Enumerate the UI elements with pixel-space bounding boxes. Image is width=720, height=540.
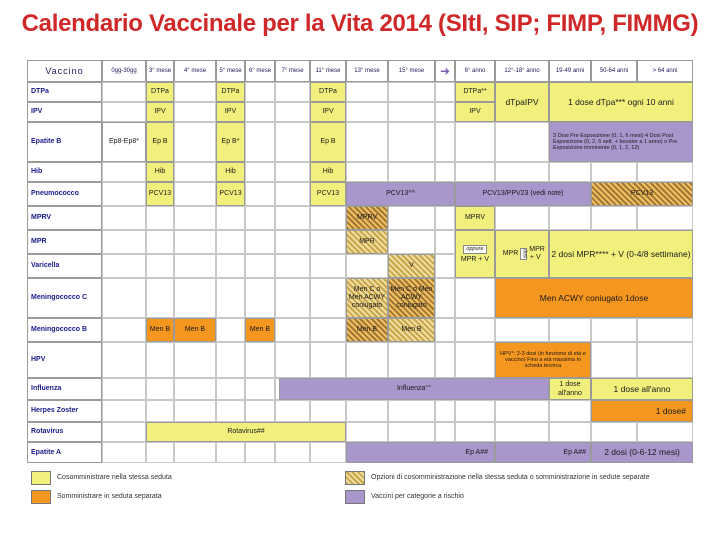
grid-cell: [146, 400, 174, 422]
grid-cell: [245, 102, 275, 122]
header-11-mese: 11° mese: [310, 60, 346, 82]
grid-cell: [216, 442, 245, 463]
cell-menb-13-mese: Men B: [346, 318, 388, 342]
grid-cell: [245, 122, 275, 162]
grid-cell: [216, 278, 245, 318]
grid-cell: [435, 422, 455, 442]
grid-cell: [275, 102, 310, 122]
grid-cell: [275, 206, 310, 230]
grid-cell: [102, 318, 146, 342]
row-label-hib: Hib: [27, 162, 102, 182]
header-50-64-anni: 50-64 anni: [591, 60, 637, 82]
grid-cell: [310, 278, 346, 318]
cell-pn-mid: PCV13/PPV23 (vedi note): [455, 182, 591, 206]
grid-cell: [174, 342, 216, 378]
cell-menb-6-mese: Men B: [245, 318, 275, 342]
mpr-teen-label-a: MPR: [502, 250, 519, 257]
cell-dtpa-11-mese: DTPa: [310, 82, 346, 102]
grid-cell: [388, 206, 435, 230]
grid-cell: [146, 206, 174, 230]
grid-cell: [310, 206, 346, 230]
cell-dtpa-3-mese: DTPa: [146, 82, 174, 102]
grid-cell: [455, 318, 495, 342]
cell-ipv-6-anno: IPV: [455, 102, 495, 122]
grid-cell: [435, 162, 455, 182]
cell-epb-5-mese: Ep B*: [216, 122, 245, 162]
grid-cell: [549, 400, 591, 422]
cell-pn-13-mese: PCV13^^: [346, 182, 455, 206]
header-13-mese: 13° mese: [346, 60, 388, 82]
legend-swatch-hatched: [345, 471, 365, 485]
cell-mpr-adult: 2 dosi MPR**** + V (0-4/8 settimane): [549, 230, 693, 278]
grid-cell: [174, 122, 216, 162]
header-0gg-30gg: 0gg-30gg: [102, 60, 146, 82]
grid-cell: [637, 342, 693, 378]
row-label-varicella: Varicella: [27, 254, 102, 278]
header-arrow: [435, 60, 455, 82]
row-label-mpr: MPR: [27, 230, 102, 254]
grid-cell: [388, 400, 435, 422]
grid-cell: [388, 422, 435, 442]
grid-cell: [174, 254, 216, 278]
grid-cell: [346, 342, 388, 378]
header-4-mese: 4° mese: [174, 60, 216, 82]
grid-cell: [591, 342, 637, 378]
cell-mprv-6-anno: MPRV: [455, 206, 495, 230]
grid-cell: [455, 122, 495, 162]
cell-hib-11-mese: Hib: [310, 162, 346, 182]
cell-dtpa-12-18-anno: dTpaIPV: [495, 82, 549, 122]
grid-cell: [174, 378, 216, 400]
grid-cell: [455, 400, 495, 422]
grid-cell: [591, 206, 637, 230]
grid-cell: [102, 378, 146, 400]
header-vaccino: Vaccino: [27, 60, 102, 82]
grid-cell: [216, 254, 245, 278]
mpr-6-anno-label: MPR + V: [460, 255, 490, 263]
grid-cell: [346, 162, 388, 182]
cell-pn-3-mese: PCV13: [146, 182, 174, 206]
grid-cell: [102, 254, 146, 278]
row-label-pneumococco: Pneumococco: [27, 182, 102, 206]
cell-mprv-13-mese: MPRV: [346, 206, 388, 230]
grid-cell: [388, 230, 435, 254]
cell-hib-5-mese: Hib: [216, 162, 245, 182]
cell-dtpa-6-anno: DTPa**: [455, 82, 495, 102]
cell-menc-15-mese: Men C o Men ACWY coniugato: [388, 278, 435, 318]
grid-cell: [275, 278, 310, 318]
grid-cell: [346, 122, 388, 162]
grid-cell: [245, 378, 275, 400]
grid-cell: [216, 400, 245, 422]
grid-cell: [275, 254, 310, 278]
grid-cell: [388, 102, 435, 122]
header-15-mese: 15° mese: [388, 60, 435, 82]
grid-cell: [146, 254, 174, 278]
cell-herpes-zoster: 1 dose#: [591, 400, 693, 422]
grid-cell: [174, 82, 216, 102]
grid-cell: [435, 230, 455, 254]
cell-hib-3-mese: Hib: [146, 162, 174, 182]
grid-cell: [102, 278, 146, 318]
legend-swatch-orange: [31, 490, 51, 504]
cell-mpr-12-18-anno: [495, 230, 549, 278]
grid-cell: [245, 442, 275, 463]
header-5-mese: 5° mese: [216, 60, 245, 82]
grid-cell: [146, 378, 174, 400]
grid-cell: [245, 162, 275, 182]
grid-cell: [388, 162, 435, 182]
vaccination-schedule-table: [27, 60, 693, 463]
grid-cell: [388, 342, 435, 378]
grid-cell: [146, 278, 174, 318]
header-7-mese: 7° mese: [275, 60, 310, 82]
grid-cell: [146, 230, 174, 254]
legend-label-seduta-separata: Somministrare in seduta separata: [57, 493, 162, 500]
cell-pn-5-mese: PCV13: [216, 182, 245, 206]
legend: [27, 469, 693, 509]
grid-cell: [455, 162, 495, 182]
row-label-herpes-zoster: Herpes Zoster: [27, 400, 102, 422]
grid-cell: [102, 102, 146, 122]
header-12-18-anno: 12°-18° anno: [495, 60, 549, 82]
grid-cell: [310, 342, 346, 378]
grid-cell: [495, 206, 549, 230]
grid-cell: [637, 206, 693, 230]
cell-mpr-6-anno-area: [455, 230, 495, 278]
cell-flu-over-64: 1 dose all'anno: [591, 378, 693, 400]
grid-cell: [435, 102, 455, 122]
grid-cell: [102, 342, 146, 378]
grid-cell: [146, 342, 174, 378]
row-label-rotavirus: Rotavirus: [27, 422, 102, 442]
grid-cell: [549, 206, 591, 230]
cell-ipv-3-mese: IPV: [146, 102, 174, 122]
cell-dtpa-adult: 1 dose dTpa*** ogni 10 anni: [549, 82, 693, 122]
grid-cell: [346, 400, 388, 422]
grid-cell: [245, 254, 275, 278]
legend-label-opzioni: Opzioni di cosomministrazione nella stessa seduta o somministrazione in sedute separate: [371, 474, 650, 481]
row-label-mprv: MPRV: [27, 206, 102, 230]
grid-cell: [435, 206, 455, 230]
grid-cell: [102, 82, 146, 102]
grid-cell: [435, 400, 455, 422]
grid-cell: [216, 206, 245, 230]
cell-menb-15-mese: Men B: [388, 318, 435, 342]
grid-cell: [102, 400, 146, 422]
grid-cell: [310, 318, 346, 342]
legend-swatch-yellow: [31, 471, 51, 485]
grid-cell: [102, 162, 146, 182]
grid-cell: [275, 442, 310, 463]
grid-cell: [346, 82, 388, 102]
row-label-epatite-a: Epatite A: [27, 442, 102, 463]
header-over-64-anni: > 64 anni: [637, 60, 693, 82]
cell-pn-11-mese: PCV13: [310, 182, 346, 206]
row-label-meningococco-b: Meningococco B: [27, 318, 102, 342]
mpr-oppure-label: oppure: [463, 245, 486, 254]
grid-cell: [245, 278, 275, 318]
grid-cell: [275, 182, 310, 206]
cell-epb-3-mese: Ep B: [146, 122, 174, 162]
grid-cell: [310, 254, 346, 278]
grid-cell: [637, 162, 693, 182]
grid-cell: [245, 230, 275, 254]
cell-mpr-13-mese: MPR: [346, 230, 388, 254]
grid-cell: [435, 278, 455, 318]
grid-cell: [495, 422, 549, 442]
header-3-mese: 3° mese: [146, 60, 174, 82]
grid-cell: [146, 442, 174, 463]
cell-menc-13-mese: Men C o Men ACWY coniugato: [346, 278, 388, 318]
grid-cell: [102, 182, 146, 206]
grid-cell: [275, 122, 310, 162]
row-label-ipv: IPV: [27, 102, 102, 122]
grid-cell: [102, 422, 146, 442]
cell-epb-0gg: Ep8-Ep8*: [102, 122, 146, 162]
grid-cell: [174, 162, 216, 182]
grid-cell: [346, 422, 388, 442]
row-label-hpv: HPV: [27, 342, 102, 378]
grid-cell: [310, 400, 346, 422]
cell-hpv-teen: HPV°: 2-3 dosi (in funzione di età e vaccino) Fino a età massima in scheda tecnica: [495, 342, 591, 378]
grid-cell: [275, 400, 310, 422]
grid-cell: [435, 342, 455, 378]
grid-cell: [435, 254, 455, 278]
cell-menb-3-mese: Men B: [146, 318, 174, 342]
legend-label-categorie-rischio: Vaccini per categorie a rischio: [371, 493, 464, 500]
cell-dtpa-5-mese: DTPa: [216, 82, 245, 102]
grid-cell: [216, 230, 245, 254]
grid-cell: [216, 378, 245, 400]
mpr-dosi-vertical-label: dosi: [521, 249, 528, 259]
grid-cell: [245, 82, 275, 102]
grid-cell: [245, 342, 275, 378]
cell-epb-adult: 3 Dosi Pre Esposizione (0, 1, 6 mesi) 4 Dosi Post Esposizione (0, 2, 6 sett. + booster a 1 anno) o Pre Esposizione imminente (0, 1, 2, 12): [549, 122, 693, 162]
grid-cell: [495, 162, 549, 182]
grid-cell: [275, 318, 310, 342]
row-label-meningococco-c: Meningococco C: [27, 278, 102, 318]
cell-flu-19-64: 1 dose all'anno: [549, 378, 591, 400]
grid-cell: [275, 230, 310, 254]
cell-epa-teen: Ep A##: [495, 442, 591, 463]
row-label-dtpa: DTPa: [27, 82, 102, 102]
cell-epa-adult: 2 dosi (0-6-12 mesi): [591, 442, 693, 463]
grid-cell: [455, 278, 495, 318]
grid-cell: [549, 318, 591, 342]
grid-cell: [455, 342, 495, 378]
row-label-epatite-b: Epatite B: [27, 122, 102, 162]
grid-cell: [495, 122, 549, 162]
grid-cell: [174, 400, 216, 422]
header-19-49-anni: 19-49 anni: [549, 60, 591, 82]
grid-cell: [245, 206, 275, 230]
grid-cell: [549, 162, 591, 182]
grid-cell: [637, 318, 693, 342]
grid-cell: [275, 82, 310, 102]
cell-menc-adult: Men ACWY coniugato 1dose: [495, 278, 693, 318]
grid-cell: [455, 422, 495, 442]
grid-cell: [591, 162, 637, 182]
grid-cell: [388, 82, 435, 102]
grid-cell: [275, 162, 310, 182]
cell-pn-over-50: PCV13: [591, 182, 693, 206]
grid-cell: [102, 206, 146, 230]
grid-cell: [102, 442, 146, 463]
grid-cell: [174, 206, 216, 230]
grid-cell: [174, 442, 216, 463]
row-label-influenza: Influenza: [27, 378, 102, 400]
grid-cell: [310, 442, 346, 463]
cell-rotavirus: Rotavirus##: [146, 422, 346, 442]
grid-cell: [245, 182, 275, 206]
grid-cell: [495, 318, 549, 342]
grid-cell: [216, 318, 245, 342]
grid-cell: [102, 230, 146, 254]
grid-cell: [216, 342, 245, 378]
grid-cell: [435, 122, 455, 162]
grid-cell: [346, 102, 388, 122]
header-6-mese: 6° mese: [245, 60, 275, 82]
grid-cell: [310, 230, 346, 254]
cell-var-15-mese: V: [388, 254, 435, 278]
grid-cell: [591, 422, 637, 442]
cell-ipv-5-mese: IPV: [216, 102, 245, 122]
cell-menb-4-mese: Men B: [174, 318, 216, 342]
cell-flu-mid: Influenza°°: [279, 378, 549, 400]
grid-cell: [174, 182, 216, 206]
header-6-anno: 6° anno: [455, 60, 495, 82]
grid-cell: [388, 122, 435, 162]
grid-cell: [435, 318, 455, 342]
grid-cell: [435, 82, 455, 102]
grid-cell: [174, 278, 216, 318]
cell-epa-15-mese: Ep A##: [346, 442, 495, 463]
page-title: Calendario Vaccinale per la Vita 2014 (SItI, SIP; FIMP, FIMMG): [21, 10, 699, 37]
arrow-right-icon: ➜: [439, 64, 451, 78]
grid-cell: [245, 400, 275, 422]
cell-epb-11-mese: Ep B: [310, 122, 346, 162]
grid-cell: [637, 422, 693, 442]
grid-cell: [549, 422, 591, 442]
grid-cell: [495, 400, 549, 422]
grid-cell: [174, 230, 216, 254]
legend-label-cosomministrare: Cosomministrare nella stessa seduta: [57, 474, 172, 481]
cell-ipv-11-mese: IPV: [310, 102, 346, 122]
grid-cell: [591, 318, 637, 342]
mpr-teen-label-b: MPR + V: [529, 246, 545, 261]
grid-cell: [346, 254, 388, 278]
grid-cell: [174, 102, 216, 122]
legend-swatch-purple: [345, 490, 365, 504]
grid-cell: [275, 342, 310, 378]
